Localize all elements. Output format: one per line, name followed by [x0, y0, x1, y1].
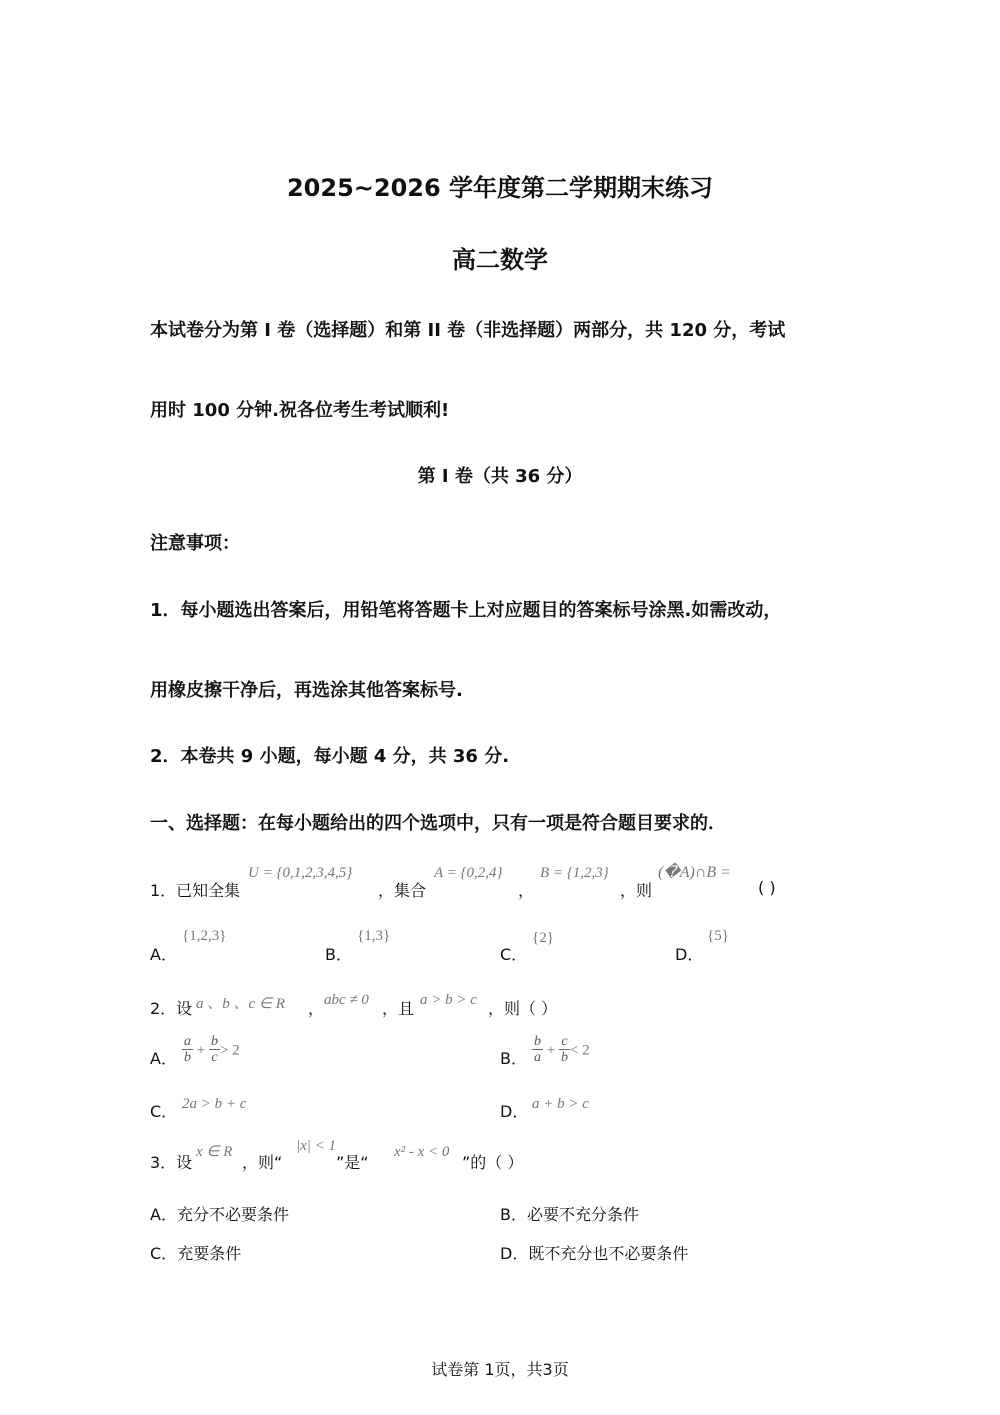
option-value: 必要不充分条件 — [526, 1205, 639, 1224]
q1-expression: (�A)∩B = — [658, 864, 731, 881]
note-1-line-1: 1．每小题选出答案后，用铅笔将答题卡上对应题目的答案标号涂黑.如需改动， — [150, 600, 782, 621]
q2-condition-1: abc ≠ 0 — [324, 992, 369, 1008]
q1-options — [150, 928, 850, 968]
fraction: $\frac{a}{b}$ — [184, 1034, 191, 1066]
q3-variable: x ∈ R — [196, 1144, 233, 1160]
q2-mid: ，且 — [382, 999, 415, 1018]
option-label: D． — [675, 945, 704, 964]
option-label: B． — [325, 945, 352, 964]
fraction: $\frac{c}{b}$ — [560, 1034, 568, 1066]
option-label: B． — [500, 1205, 527, 1224]
q3-option-a — [150, 1202, 289, 1225]
q2-variables: a 、b 、c ∈ R — [196, 996, 285, 1012]
page-footer: 试卷第 1页，共3页 — [431, 1360, 569, 1379]
q3-suffix: ”的（ ） — [462, 1153, 524, 1172]
q3-option-c — [150, 1241, 241, 1264]
option-value: {5} — [707, 928, 729, 944]
option-expression — [182, 1034, 240, 1066]
q1-set-b: B = {1,2,3} — [540, 865, 609, 881]
q1-universal-set: U = {0,1,2,3,4,5} — [248, 865, 353, 881]
note-2: 2．本卷共 9 小题，每小题 4 分，共 36 分. — [150, 746, 510, 767]
q3-condition-1: |x| < 1 — [296, 1138, 337, 1154]
option-label: C． — [150, 1244, 178, 1263]
section-heading: 一、选择题：在每小题给出的四个选项中，只有一项是符合题目要求的． — [150, 813, 726, 834]
q3-option-d — [500, 1241, 688, 1264]
option-label: D． — [500, 1102, 529, 1121]
q1-answer-paren: ( ) — [758, 878, 776, 897]
option-label: A． — [150, 1049, 177, 1068]
option-label: A． — [150, 1205, 177, 1224]
q2-suffix: ，则（ ） — [488, 999, 558, 1018]
q1-prefix: 1．已知全集 — [150, 881, 241, 900]
option-label: D． — [500, 1244, 529, 1263]
plus-sign: + — [193, 1042, 209, 1059]
q3-prefix: 3．设 — [150, 1153, 193, 1172]
fraction: $\frac{b}{c}$ — [210, 1034, 218, 1066]
option-value: 充分不必要条件 — [176, 1205, 289, 1224]
q1-mid-1: ，集合 — [378, 881, 427, 900]
option-value: 充要条件 — [177, 1244, 242, 1263]
note-1-line-2: 用橡皮擦干净后，再选涂其他答案标号. — [150, 680, 463, 701]
option-value: {2} — [532, 930, 554, 946]
subject-title: 高二数学 — [452, 246, 548, 274]
q2-condition-2: a > b > c — [420, 992, 477, 1008]
q2-prefix: 2．设 — [150, 999, 193, 1018]
exam-title: 2025~2026 学年度第二学期期末练习 — [286, 174, 714, 202]
option-value: 既不充分也不必要条件 — [528, 1244, 689, 1263]
relation: < 2 — [569, 1042, 590, 1059]
option-expression — [532, 1034, 590, 1066]
q1-set-a: A = {0,2,4} — [434, 865, 503, 881]
fraction: $\frac{b}{a}$ — [534, 1034, 541, 1066]
option-value: 2a > b + c — [182, 1096, 247, 1112]
option-value: {1,3} — [357, 928, 391, 944]
option-value: {1,2,3} — [182, 928, 227, 944]
notes-title: 注意事项： — [150, 533, 240, 554]
q3-mid-2: ”是“ — [336, 1153, 369, 1172]
plus-sign: + — [543, 1042, 559, 1059]
option-label: C． — [150, 1102, 178, 1121]
option-label: A． — [150, 945, 177, 964]
q2-comma: ， — [308, 999, 325, 1018]
option-label: B． — [500, 1049, 527, 1068]
relation: > 2 — [219, 1042, 240, 1059]
intro-line-1: 本试卷分为第 I 卷（选择题）和第 II 卷（非选择题）两部分，共 120 分，考试 — [150, 320, 786, 341]
intro-line-2: 用时 100 分钟.祝各位考生考试顺利! — [150, 400, 450, 421]
q1-mid-2: ， — [518, 881, 535, 900]
q3-condition-2: x² - x < 0 — [394, 1144, 450, 1160]
q3-option-b — [500, 1202, 639, 1225]
option-value: a + b > c — [532, 1096, 589, 1112]
option-label: C． — [500, 945, 528, 964]
q3-mid-1: ，则“ — [242, 1153, 283, 1172]
q1-mid-3: ，则 — [620, 881, 653, 900]
part-heading: 第 I 卷（共 36 分） — [417, 466, 583, 487]
